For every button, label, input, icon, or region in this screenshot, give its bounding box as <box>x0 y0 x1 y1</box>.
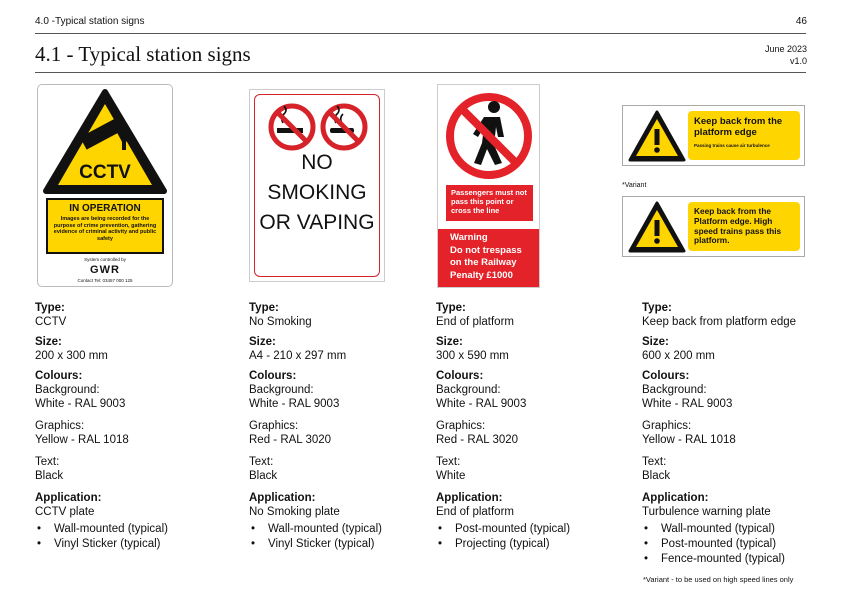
text-label: Text: <box>436 456 461 468</box>
application-list <box>249 522 424 552</box>
cctv-big-label: CCTV <box>79 162 131 183</box>
size-value: A4 - 210 x 297 mm <box>249 350 347 362</box>
list-item: • Wall-mounted (typical) <box>642 522 817 537</box>
list-item: • Post-mounted (typical) <box>642 537 817 552</box>
spec-column-keep-back <box>642 301 817 566</box>
graphics-value: Red - RAL 3020 <box>249 434 332 446</box>
text-value: Black <box>642 470 671 482</box>
spec-column-end-platform <box>436 301 611 552</box>
end-platform-notice: Passengers must not pass this point or cross the line <box>446 185 533 221</box>
background-value: White - RAL 9003 <box>249 398 340 410</box>
spec-column-no-smoking <box>249 301 424 552</box>
graphics-value: Yellow - RAL 1018 <box>642 434 736 446</box>
no-smoking-sign-image <box>249 89 385 282</box>
size-label: Size: <box>35 336 62 348</box>
application-label: Application: <box>249 492 316 504</box>
no-cigarette-icon <box>271 106 313 148</box>
type-label: Type: <box>436 302 466 314</box>
end-platform-warning-heading: Warning <box>450 232 488 243</box>
no-smoking-text: NO SMOKING OR VAPING <box>259 151 375 234</box>
cctv-op-heading: IN OPERATION <box>69 203 141 214</box>
list-item: • Wall-mounted (typical) <box>35 522 210 537</box>
no-pedestrian-icon <box>438 87 539 185</box>
application-label: Application: <box>642 492 709 504</box>
keep-back-variant-sign-image <box>622 196 805 257</box>
type-label: Type: <box>35 302 65 314</box>
page-number: 46 <box>795 16 807 27</box>
application-value: CCTV plate <box>35 506 95 518</box>
warning-exclamation-icon <box>627 199 687 255</box>
application-list <box>35 522 210 552</box>
type-value: CCTV <box>35 316 67 328</box>
text-label: Text: <box>35 456 60 468</box>
end-platform-trespass-text: Do not trespass on the Railway Penalty £1000 <box>450 244 522 281</box>
cctv-warning-triangle-icon <box>38 87 172 197</box>
background-value: White - RAL 9003 <box>642 398 733 410</box>
section-breadcrumb: 4.0 -Typical station signs <box>35 16 145 27</box>
application-label: Application: <box>35 492 102 504</box>
list-item: • Vinyl Sticker (typical) <box>35 537 210 552</box>
background-label: Background: <box>35 384 100 396</box>
colours-label: Colours: <box>436 370 484 382</box>
graphics-label: Graphics: <box>436 420 486 432</box>
list-item: • Fence-mounted (typical) <box>642 552 817 567</box>
type-label: Type: <box>642 302 672 314</box>
variant-footnote: *Variant - to be used on high speed lines only <box>643 575 794 584</box>
type-value: Keep back from platform edge <box>642 316 797 328</box>
type-value: End of platform <box>436 316 514 328</box>
keep-back-variant-panel <box>688 202 800 251</box>
cctv-contact-text: Contact Tel: 03457 000 125 <box>77 278 133 283</box>
graphics-value: Yellow - RAL 1018 <box>35 434 129 446</box>
keep-back-main-text: Keep back from the platform edge <box>694 116 783 138</box>
end-of-platform-sign-image <box>437 84 540 288</box>
doc-date: June 2023 <box>764 44 807 54</box>
application-value: Turbulence warning plate <box>642 506 771 518</box>
list-item: • Wall-mounted (typical) <box>249 522 424 537</box>
title-divider <box>35 72 806 73</box>
application-value: No Smoking plate <box>249 506 340 518</box>
size-label: Size: <box>249 336 276 348</box>
gwr-logo: GWR <box>90 264 120 276</box>
size-label: Size: <box>436 336 463 348</box>
list-item: • Post-mounted (typical) <box>436 522 611 537</box>
size-value: 300 x 590 mm <box>436 350 509 362</box>
graphics-label: Graphics: <box>642 420 692 432</box>
end-platform-warning-panel <box>438 229 539 287</box>
text-value: Black <box>35 470 64 482</box>
application-list <box>436 522 611 552</box>
cctv-op-text: Images are being recorded for the purpose of crime prevention, gathering evidence of criminal activity and public safety <box>53 216 157 242</box>
background-label: Background: <box>249 384 314 396</box>
list-item: • Projecting (typical) <box>436 537 611 552</box>
background-value: White - RAL 9003 <box>35 398 126 410</box>
page-title: 4.1 - Typical station signs <box>35 42 251 66</box>
cctv-sign-image <box>37 84 173 287</box>
size-label: Size: <box>642 336 669 348</box>
doc-date-version <box>765 43 807 67</box>
text-value: White <box>436 470 466 482</box>
graphics-value: Red - RAL 3020 <box>436 434 519 446</box>
keep-back-sub-text: Passing trains cause air turbulence <box>694 143 770 148</box>
list-item: • Vinyl Sticker (typical) <box>249 537 424 552</box>
keep-back-sign-image <box>622 105 805 166</box>
no-vaping-icon <box>323 106 365 148</box>
spec-column-cctv <box>35 301 210 552</box>
background-label: Background: <box>642 384 707 396</box>
background-label: Background: <box>436 384 501 396</box>
warning-exclamation-icon <box>627 108 687 164</box>
application-list <box>642 522 817 566</box>
text-label: Text: <box>642 456 667 468</box>
doc-version: v1.0 <box>789 56 807 66</box>
variant-label: *Variant <box>622 182 647 189</box>
keep-back-panel <box>688 111 800 160</box>
colours-label: Colours: <box>642 370 690 382</box>
cctv-system-text: System controlled by <box>84 257 126 262</box>
type-value: No Smoking <box>249 316 312 328</box>
type-label: Type: <box>249 302 279 314</box>
background-value: White - RAL 9003 <box>436 398 527 410</box>
application-value: End of platform <box>436 506 514 518</box>
header-divider <box>35 33 806 34</box>
keep-back-variant-text: Keep back from the Platform edge. High speed trains pass this platform. <box>694 206 782 246</box>
cctv-in-operation-panel <box>46 198 164 254</box>
size-value: 600 x 200 mm <box>642 350 715 362</box>
text-label: Text: <box>249 456 274 468</box>
graphics-label: Graphics: <box>35 420 85 432</box>
application-label: Application: <box>436 492 503 504</box>
size-value: 200 x 300 mm <box>35 350 108 362</box>
text-value: Black <box>249 470 278 482</box>
colours-label: Colours: <box>249 370 297 382</box>
colours-label: Colours: <box>35 370 83 382</box>
graphics-label: Graphics: <box>249 420 299 432</box>
